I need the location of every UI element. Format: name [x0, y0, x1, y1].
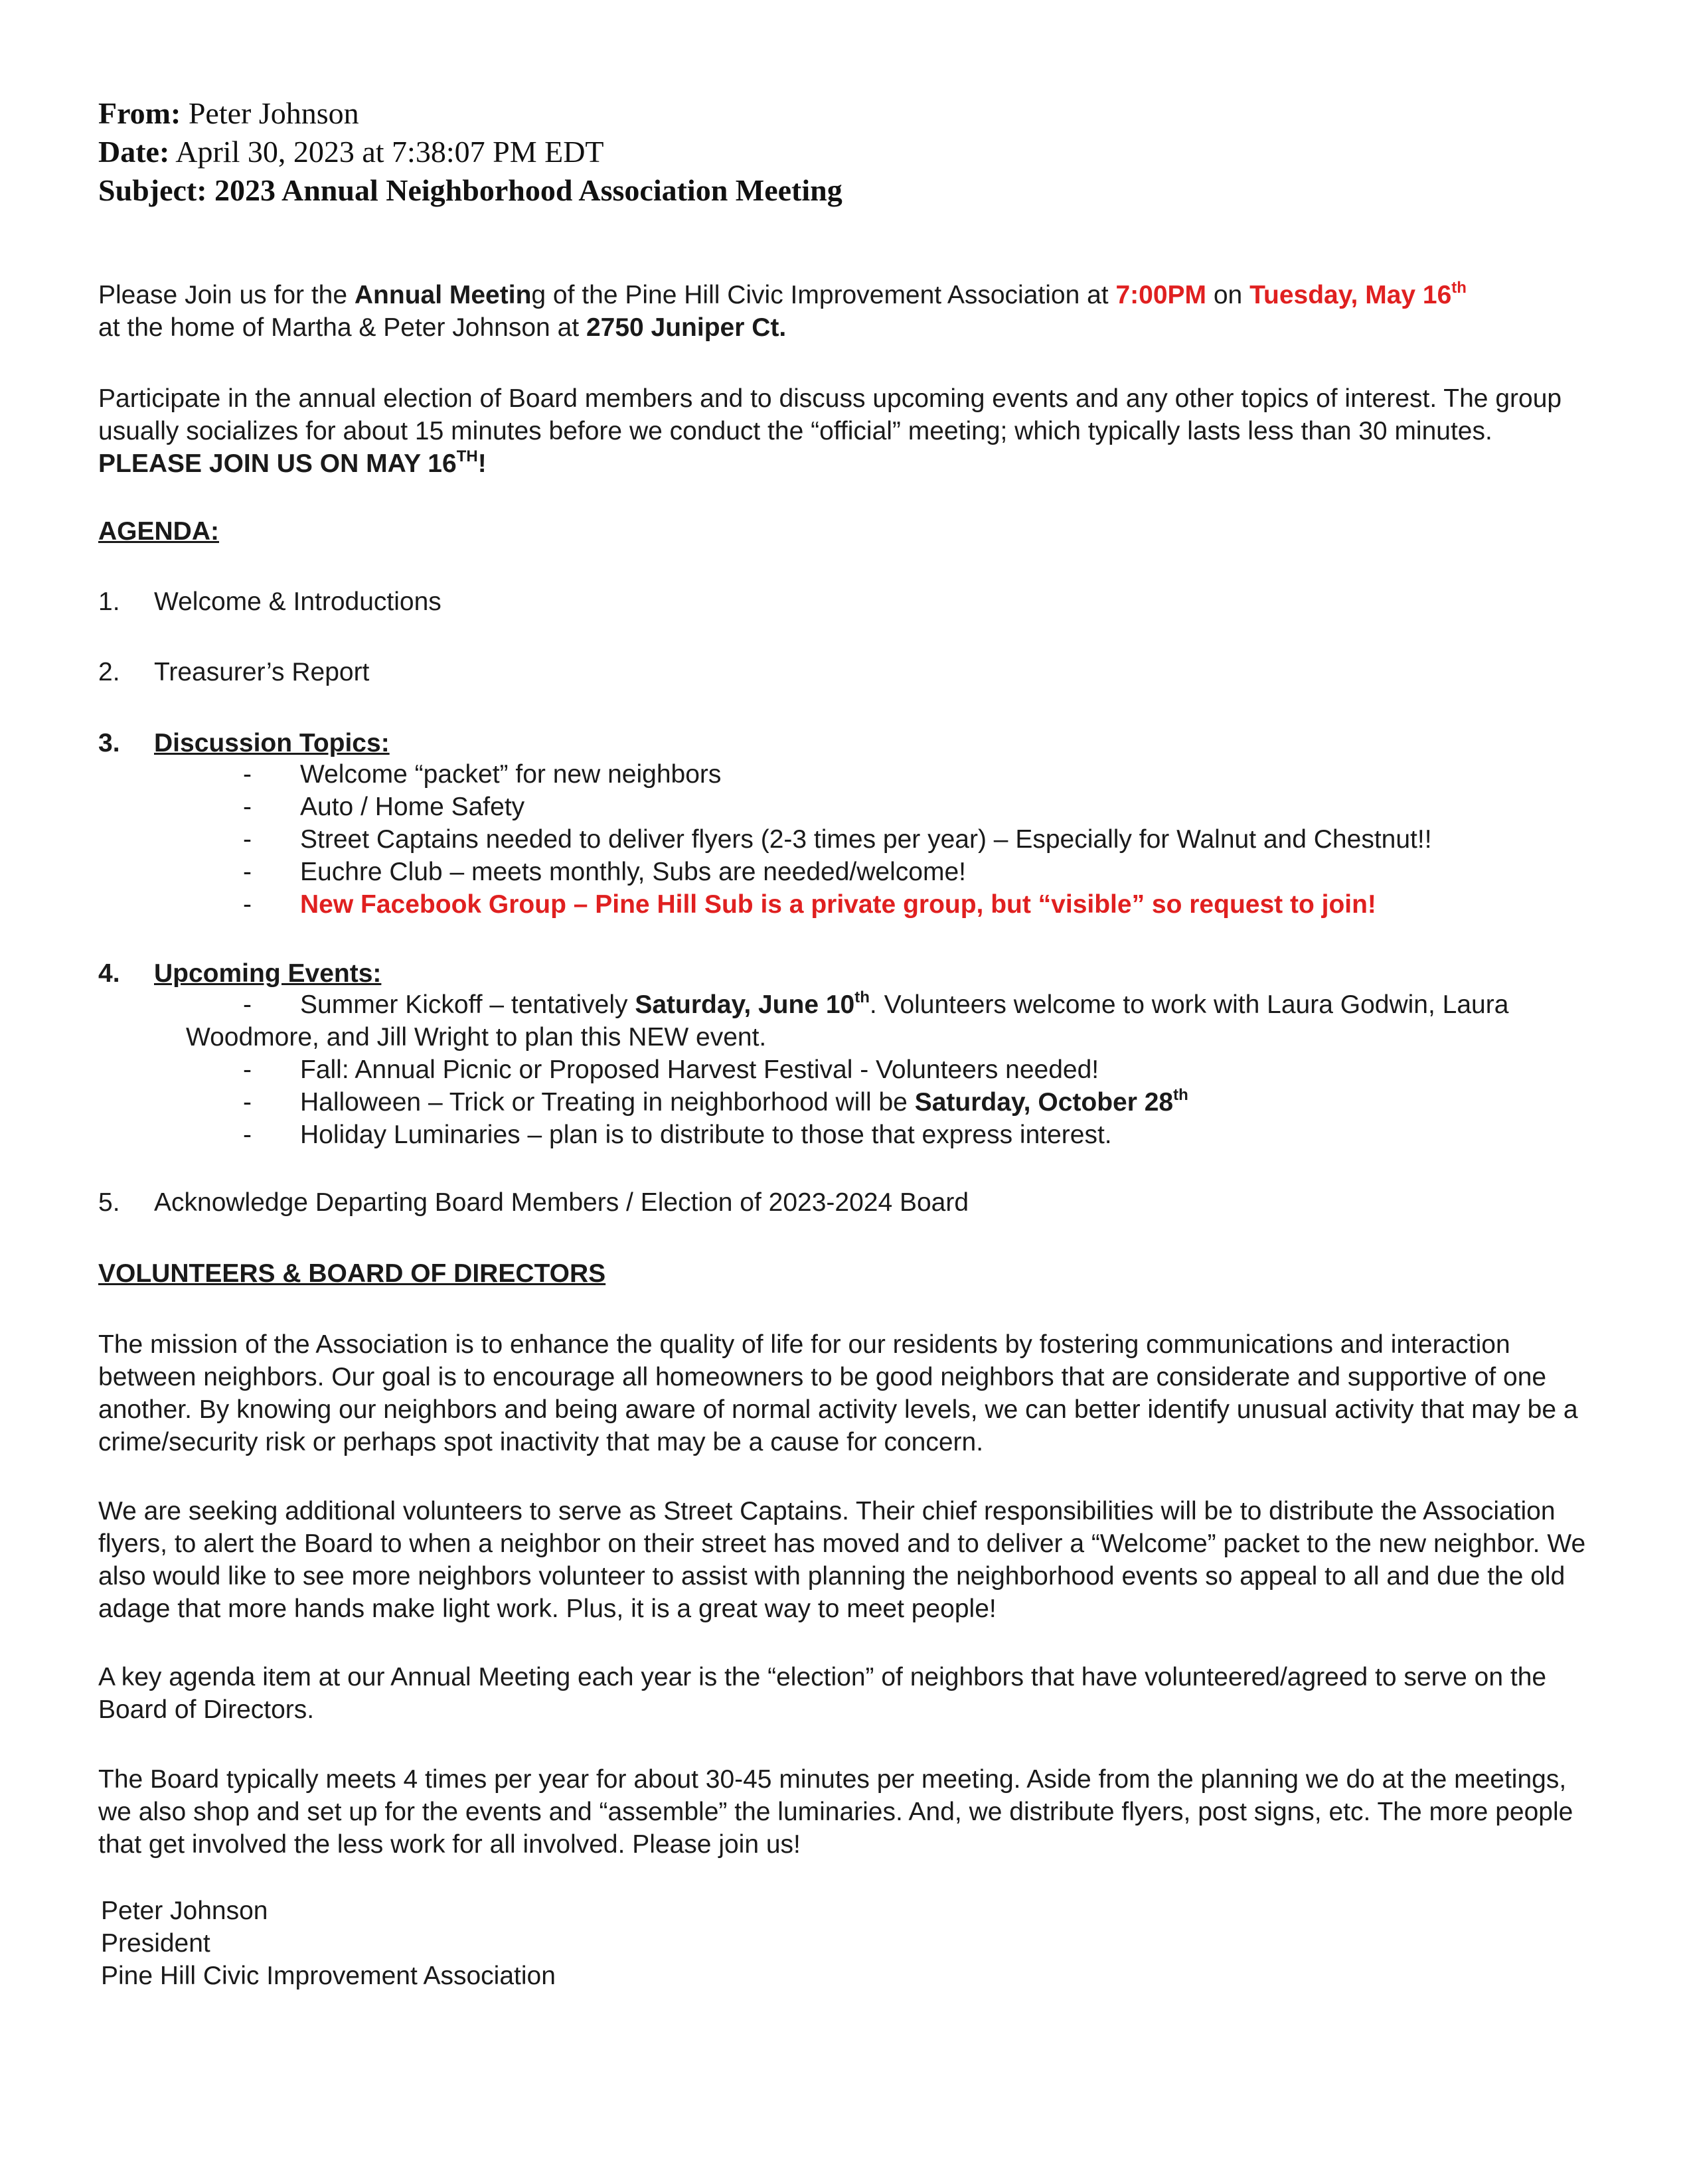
discussion-topics-list — [243, 758, 1604, 921]
signature-name: Peter Johnson — [101, 1897, 268, 1925]
meeting-time: 7:00PM — [1115, 281, 1207, 309]
facebook-group-note: New Facebook Group – Pine Hill Sub is a private group, but “visible” so request to join! — [300, 890, 1376, 919]
date-value: April 30, 2023 at 7:38:07 PM EDT — [175, 135, 604, 169]
from-value: Peter Johnson — [188, 96, 359, 130]
list-item: - New Facebook Group – Pine Hill Sub is a private group, but “visible” so request to join! — [243, 890, 1376, 919]
list-item: - Fall: Annual Picnic or Proposed Harvest Festival - Volunteers needed! — [243, 1055, 1099, 1084]
intro-paragraph: Please Join us for the Annual Meeting of the Pine Hill Civic Improvement Association at 7:00PM on Tuesday, May 16th at the home of Martha & Peter Johnson at 2750 Juniper Ct. — [98, 279, 1467, 342]
election-paragraph: A key agenda item at our Annual Meeting each year is the “election” of neighbors that have volunteered/agreed to serve on the Board of Directors. — [98, 1663, 1547, 1724]
meeting-address: 2750 Juniper Ct. — [586, 313, 787, 342]
seeking-paragraph: We are seeking additional volunteers to serve as Street Captains. Their chief responsibilities will be to distribute the Association flyers, to alert the Board to when a neighbor on their street has moved and to deliver a “Welcome” packet to the new neighbor. We also would like to see more neighbors volunteer to assist with planning the neighborhood events so appeal to all and due the old adage that more hands make light work. Plus, it is a great way to meet people! — [98, 1497, 1586, 1623]
list-item: - Holiday Luminaries – plan is to distribute to those that express interest. — [243, 1121, 1112, 1149]
signature-block — [101, 1895, 556, 1992]
mission-paragraph: The mission of the Association is to enhance the quality of life for our residents by fostering communications and interaction between neighbors. Our goal is to encourage all homeowners to be good neighbors that are considerate and supportive of one another. By knowing our neighbors and being aware of normal activity levels, we can better identify unusual activity that may be a crime/security risk or perhaps spot inactivity that may be a cause for concern. — [98, 1330, 1578, 1456]
letter-page: From: Peter Johnson Date: April 30, 2023 at 7:38:07 PM EDT Subject: 2023 Annual Neighborhood Association Meeting Please Join us for the Annual Meeting of the Pine Hill Civic Improvement Association at 7:00PM on Tuesday, May 16th at the home of Martha & Peter Johnson at 2750 Juniper Ct. Participate in the annual election of Board members and to discuss upcoming events and any other topics of interest. The group usually socializes for about 15 minutes before we conduct the “official” meeting; which typically lasts less than 30 minutes. PLEASE JOIN US ON MAY 16TH! AGENDA: 1. Welcome & Introductions 2. Treasurer’s Report 3. Discussion Topics: - Welcome “packet” for new neighbors - Auto / Home Safety - Street Captains needed to deliver flyers (2-3 times per year) – Especially for Walnut and Chestnut!! - Euchre Club – meets monthly, Subs are needed/welcome! - New Facebook Group – Pine Hill Sub is a private group, but “visible” so request to join! 4. Upcoming Events: - Summer Kickoff – tentatively Saturday, June 10th. Volunteers welcome to work with Laura Godwin, Laura Woodmore, and Jill Wright to plan this NEW event. - Fall: Annual Picnic or Proposed Harvest Festival - Volunteers needed! - Halloween – Trick or Treating in neighborhood will be Saturday, October 28th - Holiday Luminaries – plan is to distribute to those that express interest. 5. Acknowledge Departing Board Members / Election of 2023-2024 Board VOLUNTEERS & BOARD OF DIRECTORS The mission of the Association is to enhance the quality of life for our residents by fostering communications and interaction between neighbors. Our goal is to encourage all homeowners to be good neighbors that are considerate and supportive of one another. By knowing our neighbors and being aware of normal activity levels, we can better identify unusual activity that may be a crime/security risk or perhaps spot inactivity that may be a cause for concern. We are seeking additional volunteers to serve as Street Captains. Their chief responsibilities will be to distribute the Association flyers, to alert the Board to when a neighbor on their street has moved and to deliver a “Welcome” packet to the new neighbor. We also would like to see more neighbors volunteer to assist with planning the neighborhood events so appeal to all and due the old adage that more hands make light work. Plus, it is a great way to meet people! A key agenda item at our Annual Meeting each year is the “election” of neighbors that have volunteered/agreed to serve on the Board of Directors. The Board typically meets 4 times per year for about 30-45 minutes per meeting. Aside from the planning we do at the meetings, we also shop and set up for the events and “assemble” the luminaries. And, we distribute flyers, post signs, etc. The more people that get involved the less work for all involved. Please join us! Peter Johnson President Pine Hill Civic Improvement Association — [0, 0, 1683, 2184]
from-line: From: Peter Johnson — [98, 96, 359, 130]
meeting-day: Tuesday, May 16 — [1249, 281, 1452, 309]
participate-paragraph: Participate in the annual election of Board members and to discuss upcoming events and any other topics of interest. The group usually socializes for about 15 minutes before we conduct the “official” meeting; which typically lasts less than 30 minutes. PLEASE JOIN US ON MAY 16TH! — [98, 384, 1562, 478]
subject-line: Subject: 2023 Annual Neighborhood Association Meeting — [98, 173, 842, 207]
list-item: - Street Captains needed to deliver flyers (2-3 times per year) – Especially for Walnut and Chestnut!! — [243, 825, 1432, 854]
list-item: - Auto / Home Safety — [243, 793, 525, 821]
signature-title: President — [101, 1929, 210, 1958]
list-item: - Summer Kickoff – tentatively Saturday, June 10th. Volunteers welcome to work with Laura Godwin, Laura Woodmore, and Jill Wright to plan this NEW event. — [186, 988, 1509, 1052]
email-header — [98, 94, 1293, 210]
list-item: - Welcome “packet” for new neighbors — [243, 760, 722, 789]
volunteers-heading: VOLUNTEERS & BOARD OF DIRECTORS — [98, 1259, 606, 1288]
upcoming-events-list — [186, 988, 1604, 1151]
date-line: Date: April 30, 2023 at 7:38:07 PM EDT — [98, 135, 604, 169]
list-item: - Halloween – Trick or Treating in neighborhood will be Saturday, October 28th — [243, 1086, 1188, 1117]
agenda-heading: AGENDA: — [98, 517, 219, 546]
signature-org: Pine Hill Civic Improvement Association — [101, 1962, 556, 1990]
list-item: - Euchre Club – meets monthly, Subs are needed/welcome! — [243, 858, 966, 886]
board-paragraph: The Board typically meets 4 times per year for about 30-45 minutes per meeting. Aside from the planning we do at the meetings, we also shop and set up for the events and “assemble” the luminaries. And, we distribute flyers, post signs, etc. The more people that get involved the less work for all involved. Please join us! — [98, 1765, 1573, 1859]
subject-value: 2023 Annual Neighborhood Association Meeting — [214, 173, 842, 207]
